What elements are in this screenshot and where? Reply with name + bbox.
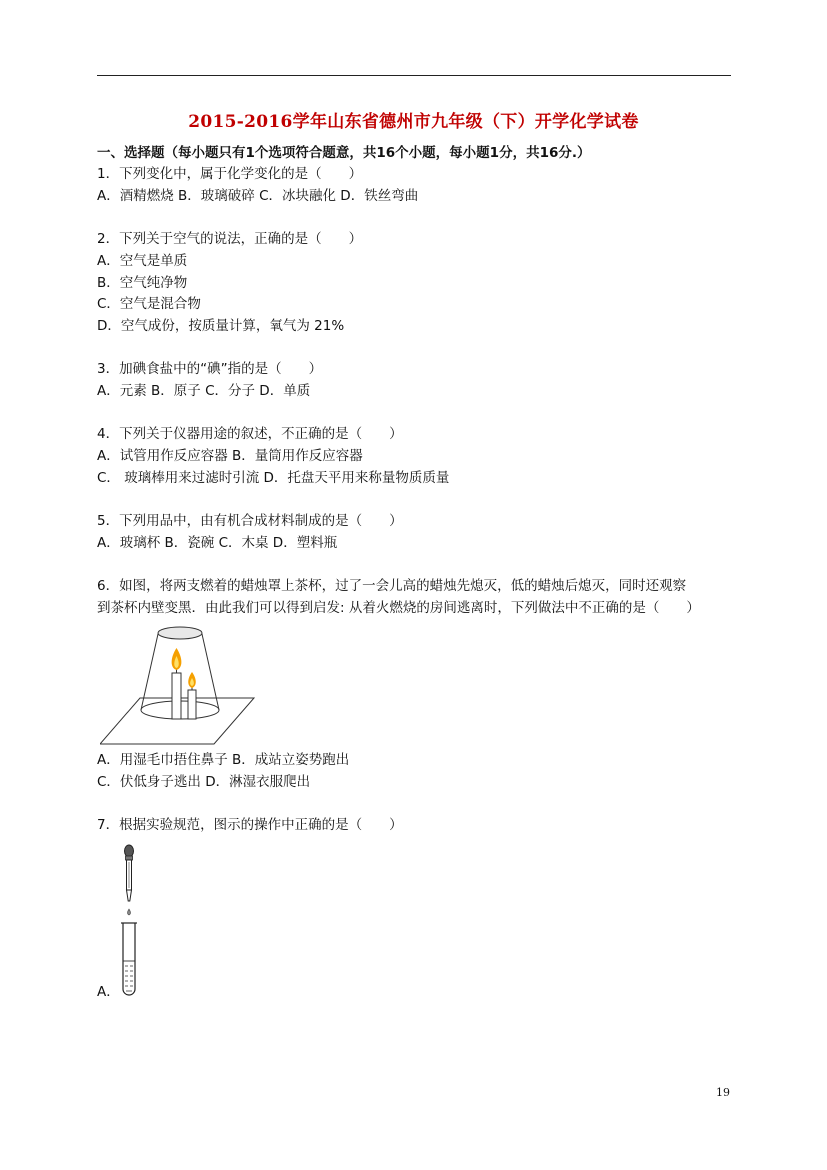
q7-stem: 7．根据实验规范，图示的操作中正确的是（ ） — [97, 817, 403, 833]
section-heading: 一、选择题（每小题只有1个选项符合题意，共16个小题，每小题1分，共16分.） — [97, 145, 591, 161]
q5-options: A．玻璃杯 B．瓷碗 C．木桌 D．塑料瓶 — [97, 535, 338, 551]
header-rule — [97, 75, 731, 76]
q2-option-b: B．空气纯净物 — [97, 275, 188, 291]
q2-option-a: A．空气是单质 — [97, 253, 188, 269]
q1-stem: 1．下列变化中，属于化学变化的是（ ） — [97, 166, 363, 182]
q2-option-c: C．空气是混合物 — [97, 296, 201, 312]
dropper-test-tube-figure — [116, 843, 146, 999]
q4-stem: 4．下列关于仪器用途的叙述，不正确的是（ ） — [97, 426, 403, 442]
q6-stem-line1: 6．如图，将两支燃着的蜡烛罩上茶杯，过了一会儿高的蜡烛先熄灭，低的蜡烛后熄灭，同时还观察 — [97, 578, 687, 594]
q7-option-a-label: A． — [97, 984, 120, 1000]
q6-options-cd: C．伏低身子逃出 D．淋湿衣服爬出 — [97, 774, 311, 790]
q2-stem: 2．下列关于空气的说法，正确的是（ ） — [97, 231, 363, 247]
q6-options-ab: A．用湿毛巾捂住鼻子 B．成站立姿势跑出 — [97, 752, 350, 768]
q3-stem: 3．加碘食盐中的“碘”指的是（ ） — [97, 361, 323, 377]
q5-stem: 5．下列用品中，由有机合成材料制成的是（ ） — [97, 513, 403, 529]
q3-options: A．元素 B．原子 C．分子 D．单质 — [97, 383, 311, 399]
q4-options-ab: A．试管用作反应容器 B．量筒用作反应容器 — [97, 448, 363, 464]
q6-stem-line2: 到茶杯内壁变黑．由此我们可以得到启发: 从着火燃烧的房间逃离时，下列做法中不正确的是（ ） — [97, 600, 700, 616]
candles-under-cup-figure — [100, 620, 260, 748]
q2-option-d: D．空气成份，按质量计算，氧气为 21% — [97, 318, 345, 334]
page-number: 19 — [716, 1086, 730, 1099]
q4-options-cd: C． 玻璃棒用来过滤时引流 D．托盘天平用来称量物质质量 — [97, 470, 450, 486]
q1-options: A．酒精燃烧 B．玻璃破碎 C．冰块融化 D．铁丝弯曲 — [97, 188, 419, 204]
page-title: 2015-2016学年山东省德州市九年级（下）开学化学试卷 — [188, 112, 639, 132]
